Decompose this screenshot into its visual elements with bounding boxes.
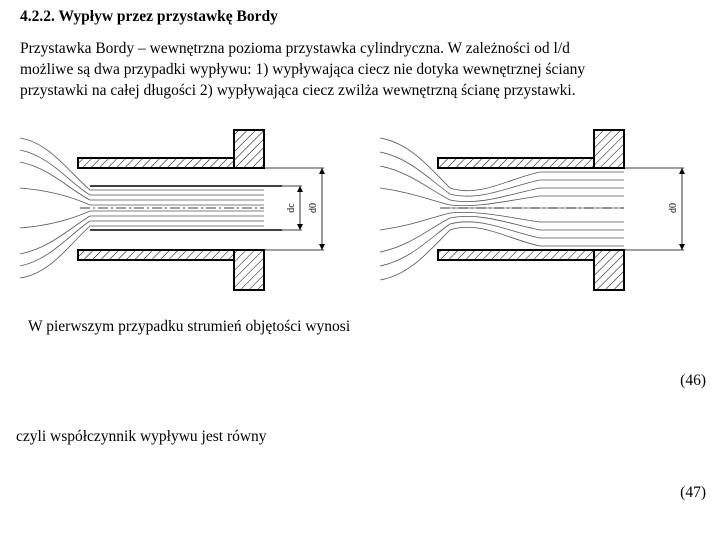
diagram-case-1: [20, 130, 325, 290]
tube-wall-bottom-2: [438, 250, 594, 260]
flange-bottom: [234, 250, 264, 290]
paragraph-case-1: W pierwszym przypadku strumień objętości wynosi: [28, 318, 351, 335]
borda-mouthpiece-figure: [20, 128, 700, 300]
flange-top-2: [594, 130, 624, 168]
tube-wall-bottom: [78, 250, 234, 260]
intro-line: przystawki na całej długości 2) wypływająca ciecz zwilża wewnętrzną ścianę przystawki.: [20, 82, 576, 99]
flange-bottom-2: [594, 250, 624, 290]
equation-number-47: (47): [680, 484, 706, 501]
label-d0-right: d0: [668, 203, 679, 213]
flange-top: [234, 130, 264, 168]
intro-paragraph: [20, 38, 710, 101]
intro-line: Przystawka Bordy – wewnętrzna pozioma przystawka cylindryczna. W zależności od l/d: [20, 40, 570, 57]
equation-number-46: (46): [680, 372, 706, 389]
intro-line: możliwe są dwa przypadki wypływu: 1) wypływająca ciecz nie dotyka wewnętrznej ściany: [20, 61, 586, 78]
tube-wall-top-2: [438, 158, 594, 168]
paragraph-discharge-coefficient: czyli współczynnik wypływu jest równy: [16, 428, 267, 445]
diagram-case-2: [380, 130, 685, 290]
tube-wall-top: [78, 158, 234, 168]
label-dc: dc: [286, 203, 297, 213]
label-d0-left: d0: [308, 203, 319, 213]
section-heading: 4.2.2. Wypływ przez przystawkę Bordy: [20, 8, 278, 25]
